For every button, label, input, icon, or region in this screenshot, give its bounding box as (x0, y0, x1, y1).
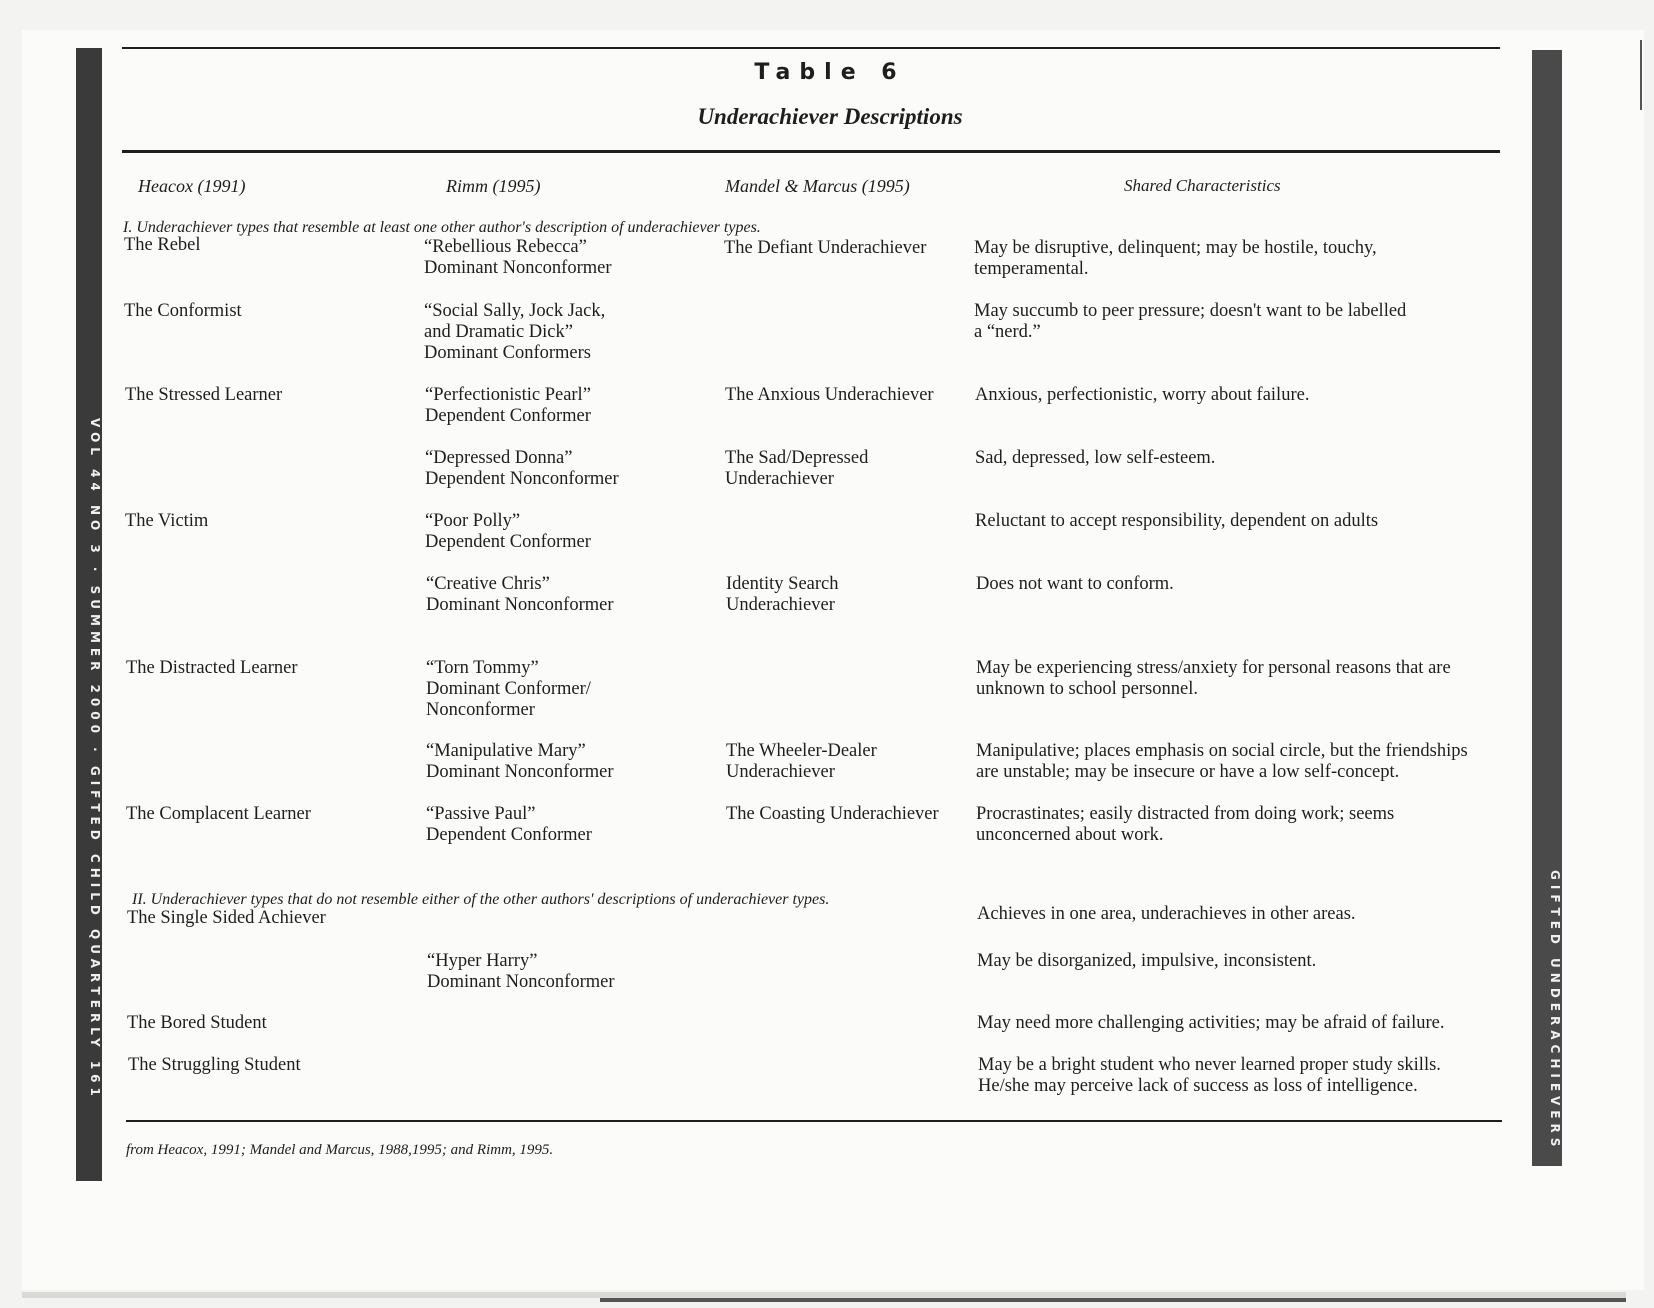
shared-cell: Anxious, perfectionistic, worry about failure. (975, 385, 1310, 405)
shared-cell: Reluctant to accept responsibility, dependent on adults (975, 511, 1379, 531)
table-source-note: from Heacox, 1991; Mandel and Marcus, 1988,1995; and Rimm, 1995. (126, 1142, 554, 1158)
heacox-cell: The Stressed Learner (125, 385, 283, 405)
rimm-cell: “Poor Polly” Dependent Conformer (425, 511, 591, 552)
mandel-cell: The Coasting Underachiever (726, 804, 939, 824)
heacox-cell: The Conformist (124, 301, 242, 321)
shared-cell: Procrastinates; easily distracted from doing work; seems unconcerned about work. (976, 804, 1395, 845)
heacox-cell: The Single Sided Achiever (127, 908, 326, 928)
mandel-cell: The Anxious Underachiever (725, 385, 934, 405)
header-mandel: Mandel & Marcus (1995) (725, 176, 910, 196)
header-rule (122, 150, 1500, 153)
top-rule (122, 47, 1500, 49)
shared-cell: May be disruptive, delinquent; may be hostile, touchy, temperamental. (974, 238, 1377, 279)
heacox-cell: The Complacent Learner (126, 804, 311, 824)
rimm-cell: “Perfectionistic Pearl” Dependent Conformer (425, 385, 591, 426)
rimm-cell: “Hyper Harry” Dominant Nonconformer (427, 951, 615, 992)
header-rimm: Rimm (1995) (446, 176, 541, 196)
shared-cell: Sad, depressed, low self-esteem. (975, 448, 1216, 468)
mandel-cell: The Wheeler-Dealer Underachiever (726, 741, 877, 782)
scan-edge-mark (1640, 40, 1642, 110)
mandel-cell: Identity Search Underachiever (726, 574, 839, 615)
table-title: Underachiever Descriptions (697, 104, 963, 129)
shared-cell: May need more challenging activities; may be afraid of failure. (977, 1013, 1445, 1033)
shared-cell: Does not want to conform. (976, 574, 1174, 594)
table-label: Table 6 (754, 60, 906, 85)
mandel-cell: The Defiant Underachiever (724, 238, 927, 258)
rimm-cell: “Passive Paul” Dependent Conformer (426, 804, 592, 845)
page-bottom-shadow (600, 1298, 1626, 1302)
heacox-cell: The Rebel (124, 235, 201, 255)
shared-cell: May succumb to peer pressure; doesn't want to be labelled a “nerd.” (974, 301, 1407, 342)
header-shared: Shared Characteristics (1124, 176, 1281, 195)
shared-cell: May be experiencing stress/anxiety for personal reasons that are unknown to school personnel. (976, 658, 1451, 699)
rimm-cell: “Creative Chris” Dominant Nonconformer (426, 574, 614, 615)
shared-cell: Manipulative; places emphasis on social circle, but the friendships are unstable; may be insecure or have a low self-concept. (976, 741, 1468, 782)
journal-issue-label: VOL 44 NO 3 · SUMMER 2000 · GIFTED CHILD QUARTERLY 161 (88, 418, 102, 1101)
rimm-cell: “Torn Tommy” Dominant Conformer/ Nonconformer (426, 658, 591, 720)
left-margin-band (76, 48, 102, 1181)
heacox-cell: The Distracted Learner (126, 658, 298, 678)
shared-cell: May be a bright student who never learned proper study skills. He/she may perceive lack of success as loss of intelligence. (978, 1055, 1441, 1096)
bottom-rule (126, 1120, 1502, 1122)
heacox-cell: The Victim (125, 511, 209, 531)
heacox-cell: The Bored Student (127, 1013, 267, 1033)
rimm-cell: “Rebellious Rebecca” Dominant Nonconformer (424, 237, 612, 278)
article-running-head: GIFTED UNDERACHIEVERS (1548, 870, 1562, 1152)
heacox-cell: The Struggling Student (128, 1055, 301, 1075)
section-two-heading: II. Underachiever types that do not resemble either of the other authors' descriptions of underachiever types. (132, 891, 830, 908)
shared-cell: Achieves in one area, underachieves in other areas. (977, 904, 1356, 924)
right-margin-band (1532, 50, 1562, 1166)
rimm-cell: “Social Sally, Jock Jack, and Dramatic Dick” Dominant Conformers (424, 301, 606, 363)
rimm-cell: “Depressed Donna” Dependent Nonconformer (425, 448, 619, 489)
section-one-heading: I. Underachiever types that resemble at least one other author's description of underachiever types. (123, 219, 761, 236)
header-heacox: Heacox (1991) (138, 176, 246, 196)
mandel-cell: The Sad/Depressed Underachiever (725, 448, 869, 489)
rimm-cell: “Manipulative Mary” Dominant Nonconformer (426, 741, 614, 782)
shared-cell: May be disorganized, impulsive, inconsistent. (977, 951, 1317, 971)
